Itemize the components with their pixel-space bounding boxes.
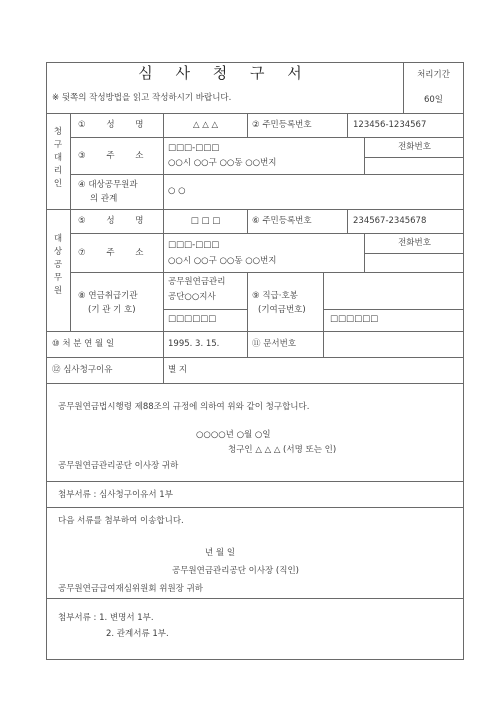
transfer-date[interactable]: 년 월 일 xyxy=(205,548,236,558)
target-group-label: 대상공무원 xyxy=(53,234,63,296)
claimant-rrn-label: ② 주민등록번호 xyxy=(252,120,312,130)
target-agency-label-1: ⑧ 연금취급기관 xyxy=(78,291,138,301)
transfer-addressee: 공무원연금급여재심위원회 위원장 귀하 xyxy=(58,584,203,594)
row-line xyxy=(46,598,464,599)
row-line xyxy=(70,174,464,175)
target-agency-code[interactable]: □□□□□□ xyxy=(168,314,217,324)
disposition-date-value[interactable]: 1995. 3. 15. xyxy=(168,339,220,349)
label-column-line xyxy=(163,113,164,383)
form-note: ※ 뒷쪽의 작성방법을 읽고 작성하시기 바랍니다. xyxy=(52,93,232,103)
rank-code-line xyxy=(323,309,464,310)
disposition-date-label: ⑩ 처 분 연 월 일 xyxy=(52,339,115,349)
col-line xyxy=(247,113,248,137)
header-bottom xyxy=(46,113,464,114)
target-name-value[interactable]: □ □ □ xyxy=(190,216,221,226)
border-left xyxy=(46,62,47,660)
claimant-address-value[interactable]: ○○시 ○○구 ○○동 ○○번지 xyxy=(168,158,277,168)
claimant-rrn-value[interactable]: 123456-1234567 xyxy=(353,120,427,130)
target-agency-value-1[interactable]: 공무원연금관리 xyxy=(168,277,226,287)
transfer-sender: 공무원연금관리공단 이사장 (직인) xyxy=(172,566,299,576)
target-name-label: ⑤ 성 명 xyxy=(78,216,153,226)
claimant-group-label: 청구대리인 xyxy=(53,127,63,189)
transfer-attachment-1: 첨부서류 : 1. 변명서 1부. xyxy=(58,613,154,623)
target-rank-label-2: (기여금번호) xyxy=(258,305,306,315)
row-line xyxy=(46,481,464,482)
col-line xyxy=(347,209,348,233)
group-column-line xyxy=(70,113,71,331)
declaration-addressee: 공무원연금관리공단 이사장 귀하 xyxy=(58,461,179,471)
phone-box-line xyxy=(364,157,464,158)
declaration-date[interactable]: ○○○○년 ○월 ○일 xyxy=(196,430,271,440)
reason-value[interactable]: 별 지 xyxy=(168,365,188,375)
col-line xyxy=(323,272,324,357)
processing-value: 60일 xyxy=(423,95,444,105)
form-title: 심 사 청 구 서 xyxy=(138,64,311,82)
row-line xyxy=(46,383,464,384)
claimant-postal[interactable]: □□□-□□□ xyxy=(168,143,220,153)
target-postal[interactable]: □□□-□□□ xyxy=(168,240,220,250)
declaration-claimant[interactable]: 청구인 △ △ △ (서명 또는 인) xyxy=(228,445,337,455)
disposition-doc-label: ⑪ 문서번호 xyxy=(252,339,297,349)
claimant-name-value[interactable]: △ △ △ xyxy=(192,120,218,130)
row-line xyxy=(46,331,464,332)
agency-code-line xyxy=(163,309,247,310)
declaration-attachment: 첨부서류 : 심사청구이유서 1부 xyxy=(58,490,173,500)
target-address-value[interactable]: ○○시 ○○구 ○○동 ○○번지 xyxy=(168,256,277,266)
row-line xyxy=(46,357,464,358)
claimant-name-label: ① 성 명 xyxy=(78,120,153,130)
claimant-relation-label-1: ④ 대상공무원과 xyxy=(78,180,138,190)
target-address-label: ⑦ 주 소 xyxy=(78,248,153,258)
row-line xyxy=(70,137,464,138)
target-rank-label-1: ⑨ 직급·호봉 xyxy=(252,291,298,301)
declaration-statement: 공무원연금법시행령 제88조의 규정에 의하여 위와 같이 청구합니다. xyxy=(58,402,310,412)
row-line xyxy=(70,233,464,234)
target-rrn-value[interactable]: 234567-2345678 xyxy=(353,216,427,226)
processing-label: 처리기간 xyxy=(417,70,450,80)
phone-box-line xyxy=(364,253,464,254)
claimant-relation-label-2: 의 관계 xyxy=(90,194,118,204)
claimant-address-label: ③ 주 소 xyxy=(78,151,153,161)
transfer-attachment-2: 2. 관계서류 1부. xyxy=(106,629,169,639)
claimant-phone-label: 전화번호 xyxy=(398,142,431,152)
reason-label: ⑫ 심사청구이유 xyxy=(52,365,113,375)
col-line xyxy=(247,272,248,357)
transfer-statement: 다음 서류를 첨부하여 이송합니다. xyxy=(58,516,184,526)
target-rank-code[interactable]: □□□□□□ xyxy=(330,314,379,324)
border-bottom xyxy=(46,659,464,660)
row-line xyxy=(70,272,464,273)
col-line xyxy=(347,113,348,137)
claimant-relation-value[interactable]: ○ ○ xyxy=(168,186,186,196)
col-line xyxy=(247,209,248,233)
border-top xyxy=(46,62,464,63)
row-line xyxy=(46,209,464,210)
row-line xyxy=(46,507,464,508)
target-phone-label: 전화번호 xyxy=(398,238,431,248)
target-agency-value-2[interactable]: 공단○○지사 xyxy=(168,292,216,302)
target-rrn-label: ⑥ 주민등록번호 xyxy=(252,216,312,226)
target-agency-label-2: (기 관 기 호) xyxy=(88,305,136,315)
